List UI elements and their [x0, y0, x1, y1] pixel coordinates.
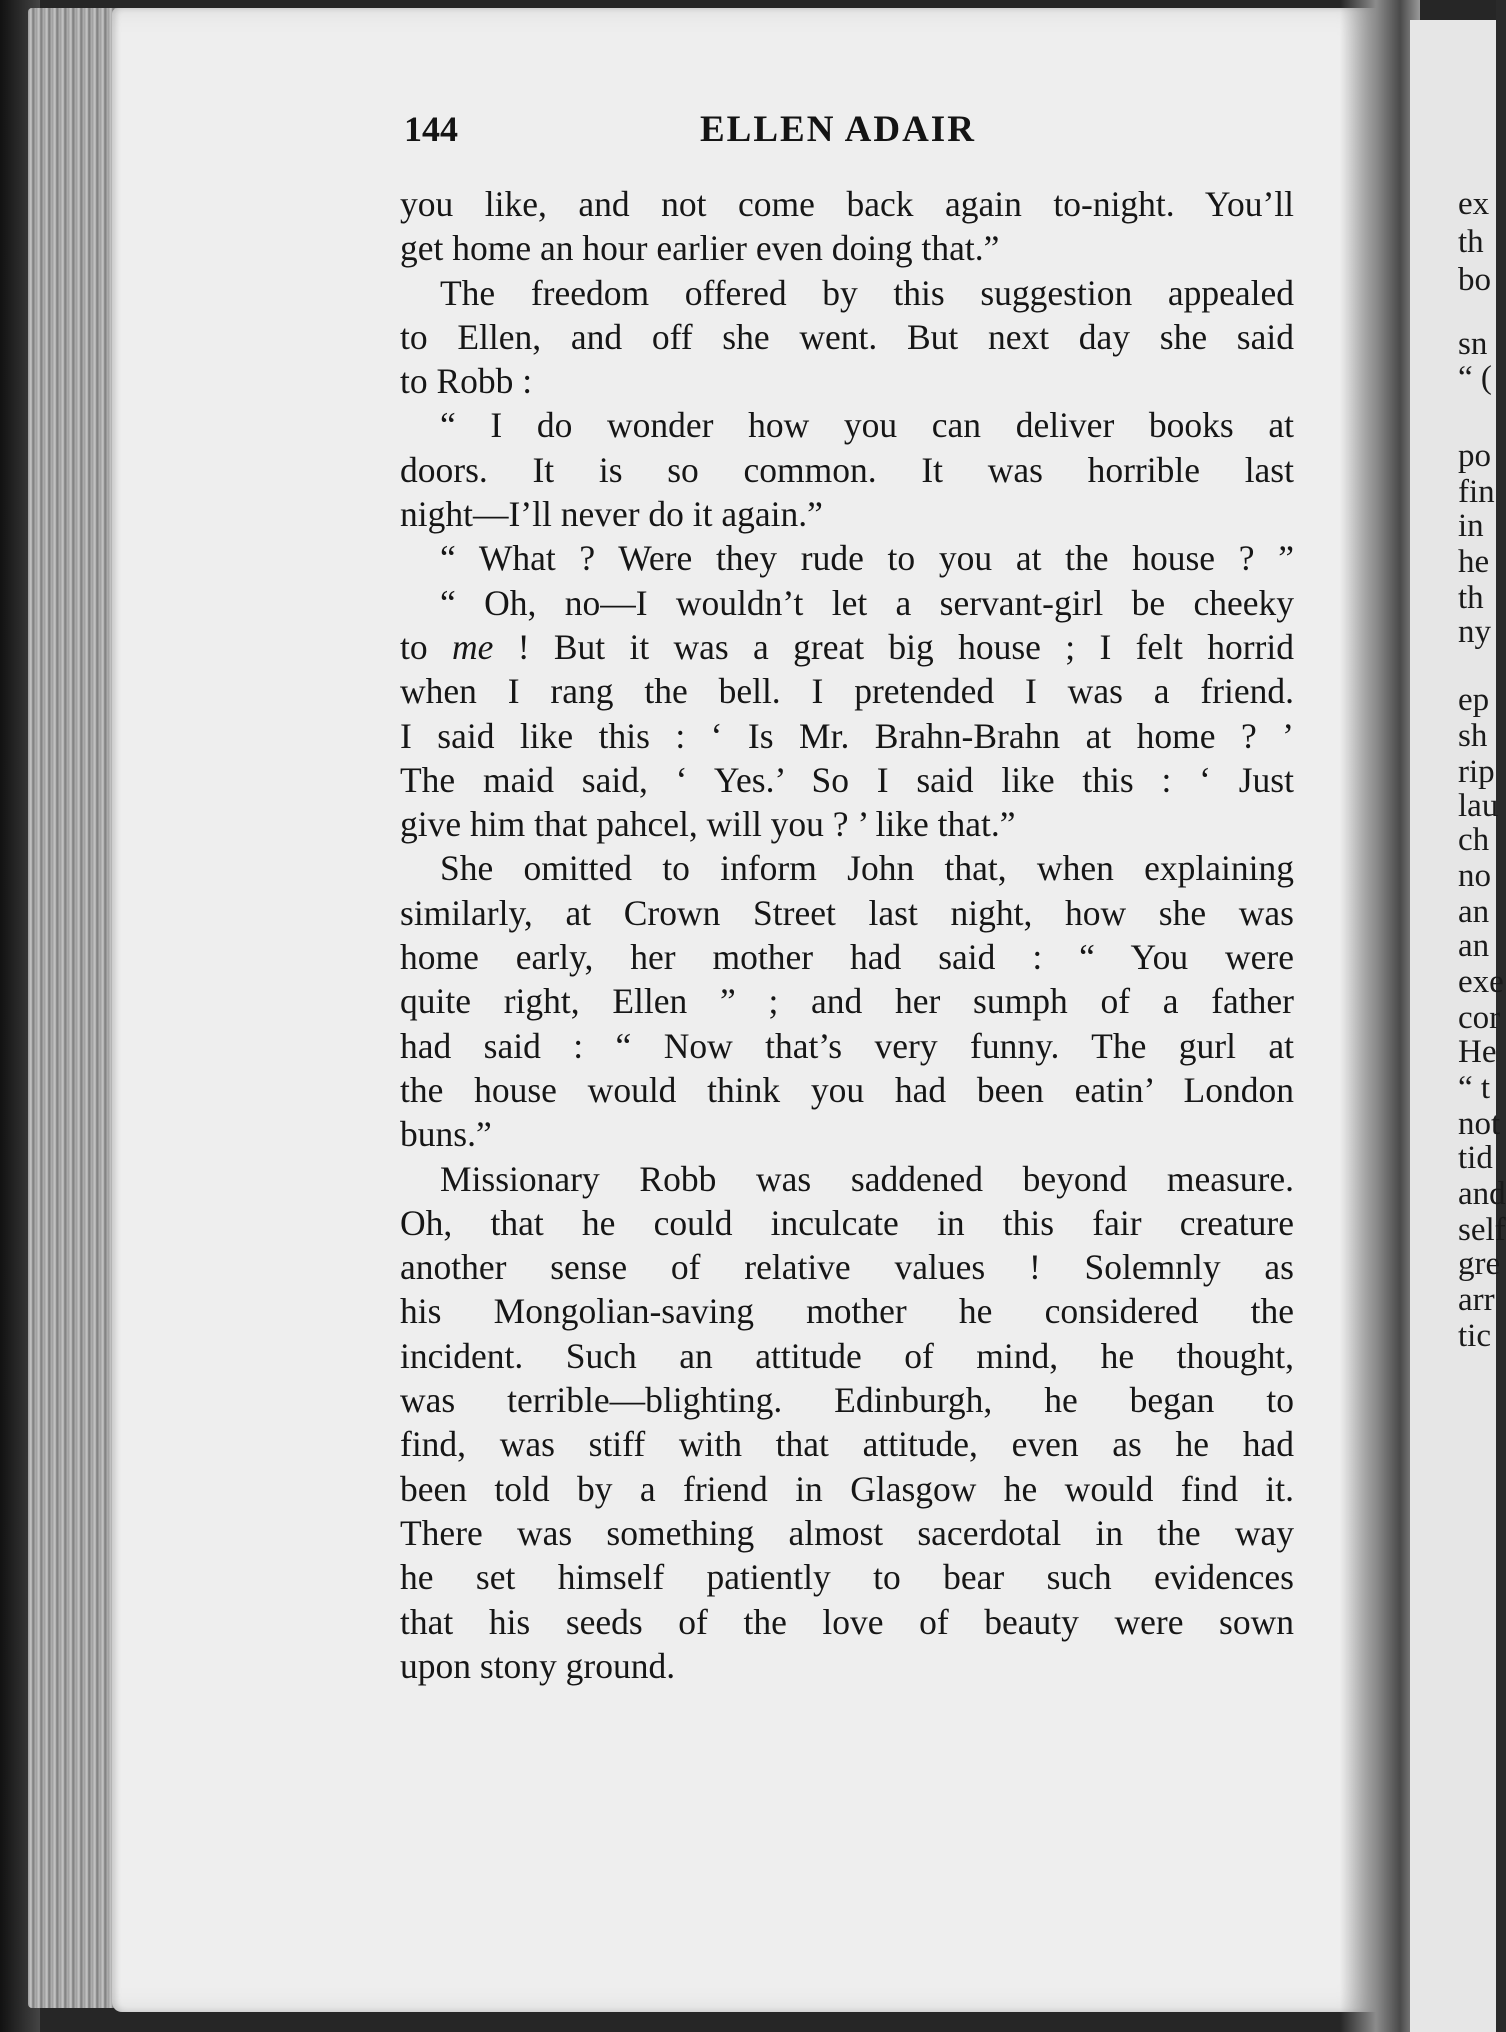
text-line: to me ! But it was a great big house ; I felt horrid [400, 626, 1294, 667]
text-line: was terrible—blighting. Edinburgh, he began to [400, 1380, 1294, 1421]
body-text [400, 182, 1294, 1688]
facing-page-fragment: an [1458, 928, 1490, 964]
facing-page-fragment: exe [1458, 964, 1504, 1000]
text-line: to Ellen, and off she went. But next day she said [400, 316, 1294, 357]
text-line: doors. It is so common. It was horrible last [400, 449, 1294, 490]
facing-page-fragment: not [1458, 1106, 1501, 1142]
text-line: to Robb : [400, 361, 533, 402]
facing-page-fragment: and [1458, 1176, 1506, 1212]
facing-page-fragment: an [1458, 894, 1490, 930]
text-line: similarly, at Crown Street last night, how she was [400, 892, 1294, 933]
text-line: home early, her mother had said : “ You were [400, 937, 1294, 978]
text-line: buns.” [400, 1114, 492, 1155]
text-line: he set himself patiently to bear such evidences [400, 1557, 1294, 1598]
text-line: his Mongolian-saving mother he considered the [400, 1291, 1294, 1332]
text-line: get home an hour earlier even doing that.” [400, 228, 1000, 269]
facing-page-fragment: tic [1458, 1318, 1491, 1354]
facing-page-fragment: fin [1458, 474, 1495, 510]
text-line: Missionary Robb was saddened beyond measure. [440, 1158, 1294, 1199]
facing-page-fragment: ny [1458, 614, 1491, 650]
facing-page-fragment: cor [1458, 1000, 1501, 1036]
facing-page-fragment: “ ( [1458, 360, 1492, 396]
book-gutter [1340, 0, 1420, 2032]
text-line: “ Oh, no—I wouldn’t let a servant-girl be cheeky [440, 582, 1294, 623]
text-line: I said like this : ‘ Is Mr. Brahn-Brahn at home ? ’ [400, 715, 1294, 756]
page-header [404, 108, 1010, 158]
facing-page-fragment: he [1458, 544, 1490, 580]
facing-page-fragment: bo [1458, 262, 1491, 298]
facing-page-fragment: ex [1458, 186, 1490, 222]
running-head: ELLEN ADAIR [700, 109, 976, 150]
text-line: that his seeds of the love of beauty were sown [400, 1601, 1294, 1642]
facing-page-fragment: no [1458, 858, 1491, 894]
facing-page-fragment: He [1458, 1034, 1497, 1070]
facing-page-fragment: gre [1458, 1246, 1501, 1282]
facing-page-fragment: “ t [1458, 1070, 1491, 1106]
text-line: night—I’ll never do it again.” [400, 494, 823, 535]
facing-page-fragment: sh [1458, 718, 1488, 754]
facing-page-fragment: th [1458, 224, 1484, 260]
facing-page [1410, 20, 1506, 2032]
text-line: find, was stiff with that attitude, even as he had [400, 1424, 1294, 1465]
text-line: you like, and not come back again to-night. You’ll [400, 184, 1294, 224]
text-line: quite right, Ellen ” ; and her sumph of a father [400, 981, 1294, 1022]
text-line: been told by a friend in Glasgow he would find it. [400, 1468, 1294, 1509]
text-line: “ What ? Were they rude to you at the house ? ” [440, 538, 1294, 579]
text-line: upon stony ground. [400, 1645, 676, 1686]
page-number: 144 [404, 109, 458, 149]
text-line: had said : “ Now that’s very funny. The gurl at [400, 1025, 1294, 1066]
facing-page-fragment: ch [1458, 822, 1490, 858]
text-line: The freedom offered by this suggestion appealed [440, 272, 1294, 313]
facing-page-fragment: arr [1458, 1282, 1495, 1318]
facing-page-fragment: sn [1458, 326, 1488, 362]
text-line: “ I do wonder how you can deliver books at [440, 405, 1294, 446]
text-line: the house would think you had been eatin’ London [400, 1069, 1294, 1110]
facing-page-fragment: lau [1458, 788, 1499, 824]
facing-page-fragment: po [1458, 438, 1491, 474]
text-line: Oh, that he could inculcate in this fair creature [400, 1202, 1294, 1243]
facing-page-fragment: tid [1458, 1140, 1493, 1176]
text-line: The maid said, ‘ Yes.’ So I said like this : ‘ Just [400, 759, 1294, 800]
text-line: She omitted to inform John that, when explaining [440, 848, 1294, 889]
facing-page-fragment: in [1458, 508, 1484, 544]
text-line: when I rang the bell. I pretended I was a friend. [400, 671, 1294, 712]
text-line: give him that pahcel, will you ? ’ like that.” [400, 804, 1016, 845]
facing-page-fragment: rip [1458, 754, 1495, 790]
text-line: There was something almost sacerdotal in the way [400, 1512, 1294, 1553]
facing-page-fragment: self [1458, 1212, 1506, 1248]
text-line: another sense of relative values ! Solemnly as [400, 1247, 1294, 1288]
emphasis: me [451, 626, 494, 667]
facing-page-fragment: th [1458, 580, 1484, 616]
text-line: incident. Such an attitude of mind, he thought, [400, 1335, 1294, 1376]
facing-page-fragment: ep [1458, 682, 1490, 718]
